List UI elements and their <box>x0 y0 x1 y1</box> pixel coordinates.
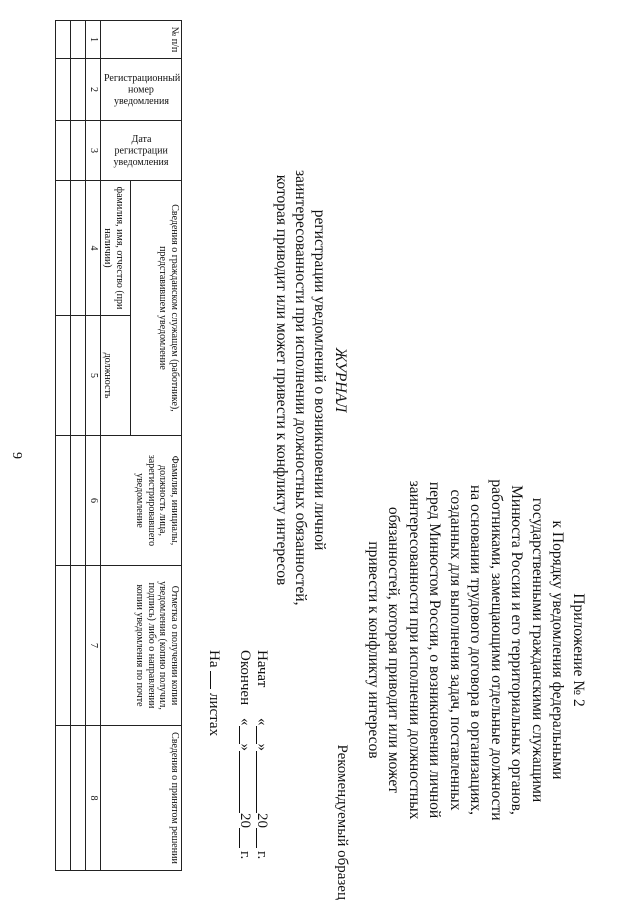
year-prefix: 20 <box>254 813 270 828</box>
sheets-prefix: На <box>206 650 222 668</box>
header-text: Дата регистрации уведомления <box>113 133 169 168</box>
journal-title: ЖУРНАЛ <box>332 347 349 413</box>
table-cell <box>71 566 86 726</box>
journal-title-block <box>272 170 350 606</box>
quote-open: « <box>237 718 253 726</box>
sheets-blank <box>210 671 224 689</box>
journal-table <box>55 20 182 871</box>
table-cell <box>71 21 86 59</box>
annex-line: перед Минюстом России, о возникновении личной <box>426 481 444 819</box>
header-full-name: фамилия, имя, отчество (при наличии) <box>101 181 131 316</box>
table-row <box>71 21 86 871</box>
table-cell <box>56 21 71 59</box>
annex-line: созданных для выполнения задач, поставленных <box>447 489 464 811</box>
annex-header <box>363 400 589 900</box>
table-cell <box>56 181 71 316</box>
table-cell <box>71 121 86 181</box>
sheets-count <box>205 650 224 736</box>
table-cell <box>56 121 71 181</box>
column-number: 4 <box>86 181 101 316</box>
annex-line: государственными гражданскими служащими <box>529 497 546 803</box>
sheets-suffix: листах <box>206 693 222 737</box>
column-number: 2 <box>86 59 101 121</box>
month-blank <box>256 751 270 813</box>
annex-line: Приложение № 2 <box>570 593 587 707</box>
annex-line: привести к конфликту интересов <box>365 541 382 759</box>
header-copy-mark: Отметка о получении копии уведомления (копию получил, подпись) либо о направлении копии уведомления по почте <box>101 566 182 726</box>
annex-line: на основании трудового договора в организациях, <box>467 484 485 816</box>
annex-line: к Порядку уведомления федеральными <box>549 520 567 780</box>
started-date-row <box>253 650 270 890</box>
table-header-row <box>131 21 182 871</box>
year-blank <box>256 828 270 848</box>
day-blank <box>239 726 253 744</box>
table-cell <box>56 59 71 121</box>
quote-close: » <box>237 743 253 751</box>
table-cell <box>71 316 86 436</box>
table-cell <box>71 436 86 566</box>
year-suffix: г. <box>237 851 253 860</box>
header-text: Регистрационный номер уведомления <box>104 72 181 107</box>
header-registration-number <box>101 59 182 121</box>
journal-subtitle-line: регистрации уведомлений о возникновении личной <box>311 209 328 551</box>
header-registrar: Фамилия, инициалы, должность лица, зарегистрировавшего уведомление <box>101 436 182 566</box>
column-number: 1 <box>86 21 101 59</box>
column-number: 5 <box>86 316 101 436</box>
table-cell <box>56 566 71 726</box>
year-blank <box>239 828 253 848</box>
annex-line: обязанностей, которая приводит или может <box>385 506 403 794</box>
column-number: 8 <box>86 726 101 871</box>
header-position: должность <box>101 316 131 436</box>
year-prefix: 20 <box>237 813 253 828</box>
column-number: 3 <box>86 121 101 181</box>
header-registration-date <box>101 121 182 181</box>
journal-dates <box>236 650 270 890</box>
annex-line: работниками, замещающими отдельные должности <box>488 479 505 821</box>
ended-label: Окончен <box>237 650 253 706</box>
column-number: 6 <box>86 436 101 566</box>
recommended-sample-label: Рекомендуемый образец <box>334 744 350 900</box>
table-cell <box>56 726 71 871</box>
started-label: Начат <box>254 650 270 688</box>
table-cell <box>71 181 86 316</box>
table-row <box>56 21 71 871</box>
column-number-row <box>86 21 101 871</box>
annex-line: Минюста России и его территориальных органов, <box>508 485 526 815</box>
year-suffix: г. <box>254 851 270 860</box>
rotated-document-body <box>12 20 612 900</box>
column-number: 7 <box>86 566 101 726</box>
header-employee-group: Сведения о гражданском служащем (работнике), представившем уведомление <box>131 181 182 436</box>
day-blank <box>256 726 270 744</box>
ended-date-row <box>236 650 253 890</box>
annex-line: заинтересованности при исполнении должностных <box>406 480 423 820</box>
quote-open: « <box>254 718 270 726</box>
month-blank <box>239 751 253 813</box>
table-cell <box>56 436 71 566</box>
table-cell <box>56 316 71 436</box>
journal-subtitle-line: которая приводит или может привести к конфликту интересов <box>273 174 290 586</box>
page-number: 9 <box>9 452 24 459</box>
table-cell <box>71 726 86 871</box>
quote-close: » <box>254 743 270 751</box>
header-decision: Сведения о принятом решении <box>101 726 182 871</box>
journal-subtitle-line: заинтересованности при исполнении должностных обязанностей, <box>292 170 309 606</box>
table-cell <box>71 59 86 121</box>
header-number: № п/п <box>101 21 182 59</box>
